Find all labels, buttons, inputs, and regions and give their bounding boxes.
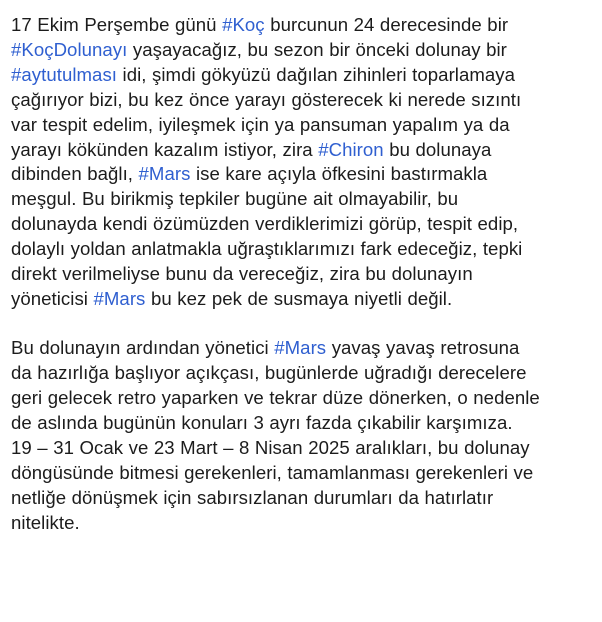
- caption-text: dibinden bağlı,: [11, 163, 139, 185]
- hashtag-link[interactable]: #Mars: [274, 337, 327, 359]
- caption-text: dolunayda kendi özümüzden verdiklerimizi görüp, tespit edip,: [11, 213, 519, 235]
- caption-line: [11, 361, 599, 386]
- caption-line: [11, 187, 599, 212]
- caption-text: da hazırlığa başlıyor açıkçası, bugünlerde uğradığı derecelere: [11, 362, 527, 384]
- caption-line: [11, 336, 599, 361]
- caption-line: [11, 162, 599, 187]
- caption-text: ise kare açıyla öfkesini bastırmakla: [190, 163, 488, 185]
- caption-line: [11, 411, 599, 436]
- caption-line: [11, 386, 599, 411]
- caption-line: [11, 287, 599, 312]
- caption-line: [11, 138, 599, 163]
- caption-line: [11, 486, 599, 511]
- caption-text: idi, şimdi gökyüzü dağılan zihinleri toparlamaya: [117, 63, 516, 85]
- caption-text: geri gelecek retro yaparken ve tekrar düze dönerken, o nedenle: [11, 387, 540, 409]
- caption-line: [11, 436, 599, 461]
- caption-paragraph: [11, 13, 599, 312]
- caption-line: [11, 212, 599, 237]
- caption-text: döngüsünde bitmesi gerekenleri, tamamlanması gerekenleri ve: [11, 461, 534, 483]
- caption-line: [11, 511, 599, 536]
- caption-text: 17 Ekim Perşembe günü: [11, 14, 223, 35]
- hashtag-link[interactable]: #KoçDolunayı: [11, 38, 128, 60]
- caption-text: yöneticisi: [11, 287, 94, 309]
- caption-text: dolaylı yoldan anlatmakla uğraştıklarımızı fark edeceğiz, tepki: [11, 238, 523, 260]
- caption-text: Bu dolunayın ardından yönetici: [11, 337, 275, 359]
- caption-paragraph: [11, 336, 599, 535]
- caption-text: de aslında bugünün konuları 3 ayrı fazda çıkabilir karşımıza.: [11, 412, 513, 434]
- hashtag-link[interactable]: #Chiron: [318, 138, 384, 160]
- caption-line: [11, 113, 599, 138]
- caption-line: [11, 38, 599, 63]
- caption-text: yarayı kökünden kazalım istiyor, zira: [11, 138, 319, 160]
- caption-text: var tespit edelim, iyileşmek için ya pansuman yapalım ya da: [11, 113, 510, 135]
- caption-text: direkt verilmeliyse bunu da vereceğiz, zira bu dolunayın: [11, 263, 473, 285]
- caption-text: bu kez pek de susmaya niyetli değil.: [145, 287, 453, 309]
- caption-text: bu dolunaya: [383, 138, 492, 160]
- caption-text: netliğe dönüşmek için sabırsızlanan durumları da hatırlatır: [11, 486, 494, 508]
- caption-line: [11, 262, 599, 287]
- hashtag-link[interactable]: #Koç: [222, 14, 265, 35]
- post-caption: [11, 13, 599, 536]
- caption-line: [11, 88, 599, 113]
- caption-line: [11, 237, 599, 262]
- hashtag-link[interactable]: #Mars: [93, 287, 146, 309]
- hashtag-link[interactable]: #aytutulması: [11, 63, 118, 85]
- hashtag-link[interactable]: #Mars: [138, 163, 191, 185]
- caption-text: nitelikte.: [11, 511, 80, 533]
- caption-text: burcunun 24 derecesinde bir: [264, 14, 509, 35]
- caption-text: 19 – 31 Ocak ve 23 Mart – 8 Nisan 2025 aralıkları, bu dolunay: [11, 437, 530, 458]
- caption-text: yavaş yavaş retrosuna: [326, 337, 520, 359]
- caption-text: meşgul. Bu birikmiş tepkiler bugüne ait olmayabilir, bu: [11, 188, 459, 210]
- caption-text: çağırıyor bizi, bu kez önce yarayı gösterecek ki nerede sızıntı: [11, 88, 522, 110]
- caption-text: yaşayacağız, bu sezon bir önceki dolunay bir: [127, 38, 507, 60]
- caption-line: [11, 63, 599, 88]
- caption-line: [11, 461, 599, 486]
- caption-line: [11, 13, 599, 38]
